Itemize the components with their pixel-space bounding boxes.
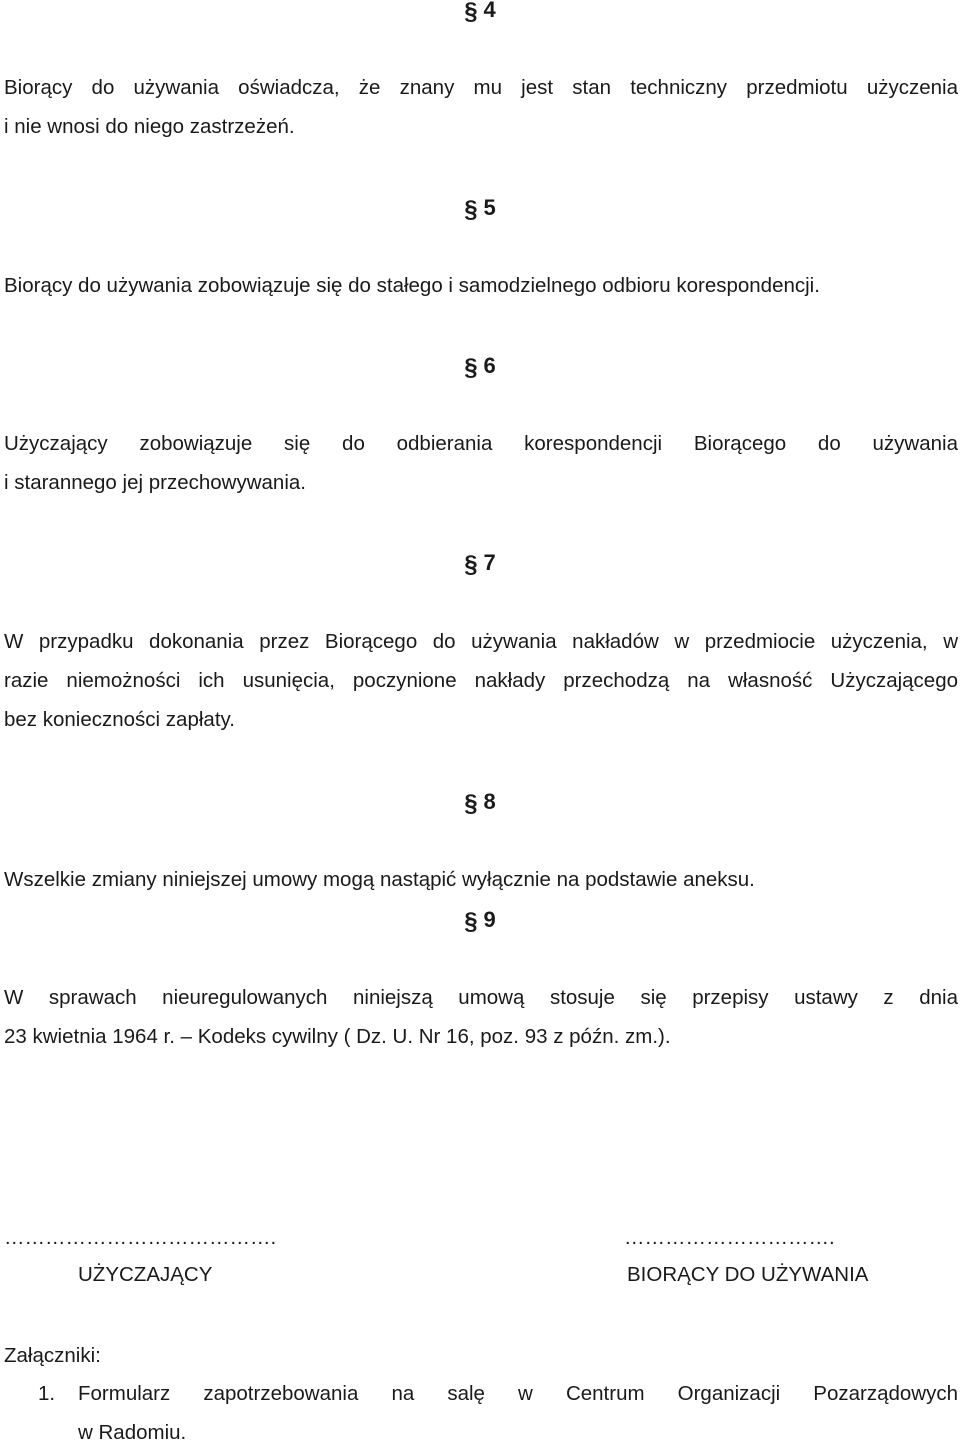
attachments-heading: Załączniki:	[4, 1344, 101, 1367]
section-symbol: §	[464, 0, 478, 25]
paragraph-line: 23 kwietnia 1964 r. – Kodeks cywilny ( Dz. U. Nr 16, poz. 93 z późn. zm.).	[4, 1025, 671, 1048]
paragraph-line: Wszelkie zmiany niniejszej umowy mogą nastąpić wyłącznie na podstawie aneksu.	[4, 868, 755, 891]
section-number: 8	[483, 789, 496, 814]
section-5-paragraph	[4, 266, 958, 305]
section-7-heading	[0, 550, 960, 578]
section-number: 9	[483, 907, 496, 932]
paragraph-line: i starannego jej przechowywania.	[4, 471, 306, 494]
section-8-heading	[0, 789, 960, 817]
section-8-paragraph	[4, 860, 958, 899]
section-number: 7	[483, 550, 496, 575]
paragraph-line: W przypadku dokonania przez Biorącego do używania nakładów w przedmiocie użyczenia, w	[4, 630, 958, 653]
section-9-paragraph	[4, 978, 958, 1056]
paragraph-line: bez konieczności zapłaty.	[4, 708, 235, 731]
paragraph-line: razie niemożności ich usunięcia, poczynione nakłady przechodzą na własność Użyczającego	[4, 669, 958, 692]
paragraph-line: Biorący do używania oświadcza, że znany mu jest stan techniczny przedmiotu użyczenia	[4, 76, 958, 99]
section-4-paragraph	[4, 68, 958, 146]
section-9-heading	[0, 907, 960, 935]
paragraph-line: Biorący do używania zobowiązuje się do stałego i samodzielnego odbioru korespondencji.	[4, 274, 820, 297]
attachments-title	[4, 1336, 958, 1375]
attachment-line: w Radomiu.	[78, 1421, 187, 1444]
attachment-line: Formularz zapotrzebowania na salę w Centrum Organizacji Pozarządowych	[78, 1382, 958, 1405]
section-symbol: §	[464, 551, 478, 578]
paragraph-line: Użyczający zobowiązuje się do odbierania korespondencji Biorącego do używania	[4, 432, 958, 455]
section-number: 4	[483, 0, 496, 22]
signature-label-left: UŻYCZAJĄCY	[78, 1263, 213, 1286]
signature-label-right: BIORĄCY DO UŻYWANIA	[627, 1263, 869, 1286]
section-number: 6	[483, 353, 496, 378]
section-symbol: §	[464, 354, 478, 381]
section-symbol: §	[464, 790, 478, 817]
paragraph-line: i nie wnosi do niego zastrzeżeń.	[4, 115, 295, 138]
section-number: 5	[483, 195, 496, 220]
section-symbol: §	[464, 908, 478, 935]
section-symbol: §	[464, 196, 478, 223]
section-6-paragraph	[4, 424, 958, 502]
attachment-text	[78, 1374, 958, 1452]
section-6-heading	[0, 353, 960, 381]
attachment-number: 1.	[38, 1382, 56, 1405]
section-4-heading	[0, 0, 960, 25]
signature-line-left: ………………………………….	[4, 1226, 277, 1249]
signature-line-right: ………………………….	[624, 1226, 835, 1249]
section-7-paragraph	[4, 622, 958, 739]
paragraph-line: W sprawach nieuregulowanych niniejszą umową stosuje się przepisy ustawy z dnia	[4, 986, 958, 1009]
section-5-heading	[0, 195, 960, 223]
